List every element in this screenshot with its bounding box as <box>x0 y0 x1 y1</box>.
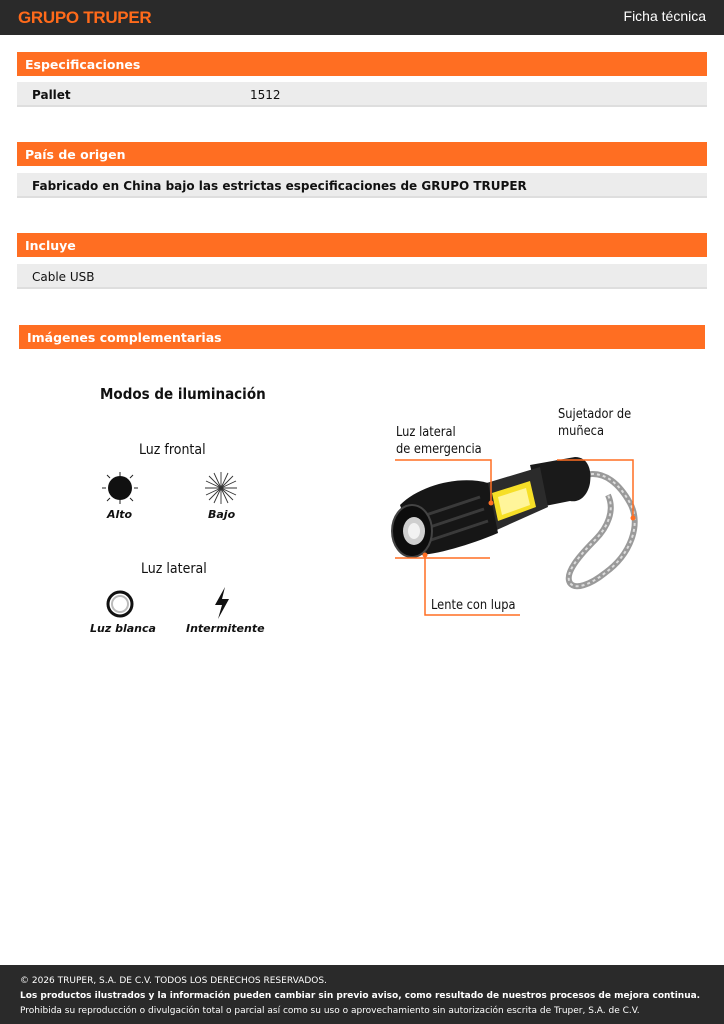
flash-label: Intermitente <box>186 622 265 635</box>
low-mode-icon <box>203 470 239 506</box>
section-header-specs: Especificaciones <box>17 52 707 76</box>
footer-prohibition: Prohibida su reproducción o divulgación total o parcial así como su uso o aprovechamiento sin autorización escrita de Truper, S.A. de C.V. <box>20 1006 640 1016</box>
section-header-images: Imágenes complementarias <box>19 325 705 349</box>
modes-title: Modos de iluminación <box>100 385 266 403</box>
white-light-icon <box>105 589 135 619</box>
callout-side-light-line2: de emergencia <box>396 442 482 457</box>
section-header-includes: Incluye <box>17 233 707 257</box>
origin-row: Fabricado en China bajo las estrictas especificaciones de GRUPO TRUPER <box>17 173 707 198</box>
spec-value: 1512 <box>250 88 281 102</box>
callout-strap-line1: Sujetador de <box>558 407 632 422</box>
side-light-heading: Luz lateral <box>141 561 207 577</box>
document-type: Ficha técnica <box>623 8 706 24</box>
grupo-truper-logo: GRUPO TRUPER <box>18 8 152 27</box>
callout-side-light-line1: Luz lateral <box>396 425 456 440</box>
front-light-heading: Luz frontal <box>139 442 206 458</box>
footer-copyright: © 2026 TRUPER, S.A. DE C.V. TODOS LOS DERECHOS RESERVADOS. <box>20 976 327 986</box>
callout-lines <box>380 440 660 640</box>
includes-row: Cable USB <box>17 264 707 289</box>
spec-label: Pallet <box>32 88 71 102</box>
callout-lens: Lente con lupa <box>431 598 516 613</box>
spec-row-pallet <box>17 82 707 107</box>
callout-strap-line2: muñeca <box>558 424 604 439</box>
flash-icon <box>210 586 234 620</box>
section-header-origin: País de origen <box>17 142 707 166</box>
product-image <box>0 360 724 660</box>
footer-notice: Los productos ilustrados y la información pueden cambiar sin previo aviso, como resultado de nuestros procesos de mejora continua. <box>20 991 701 1001</box>
top-bar <box>0 0 724 35</box>
white-light-label: Luz blanca <box>90 622 156 635</box>
low-mode-label: Bajo <box>208 508 236 521</box>
high-mode-label: Alto <box>107 508 133 521</box>
footer <box>0 965 724 1024</box>
high-mode-icon <box>100 470 140 506</box>
